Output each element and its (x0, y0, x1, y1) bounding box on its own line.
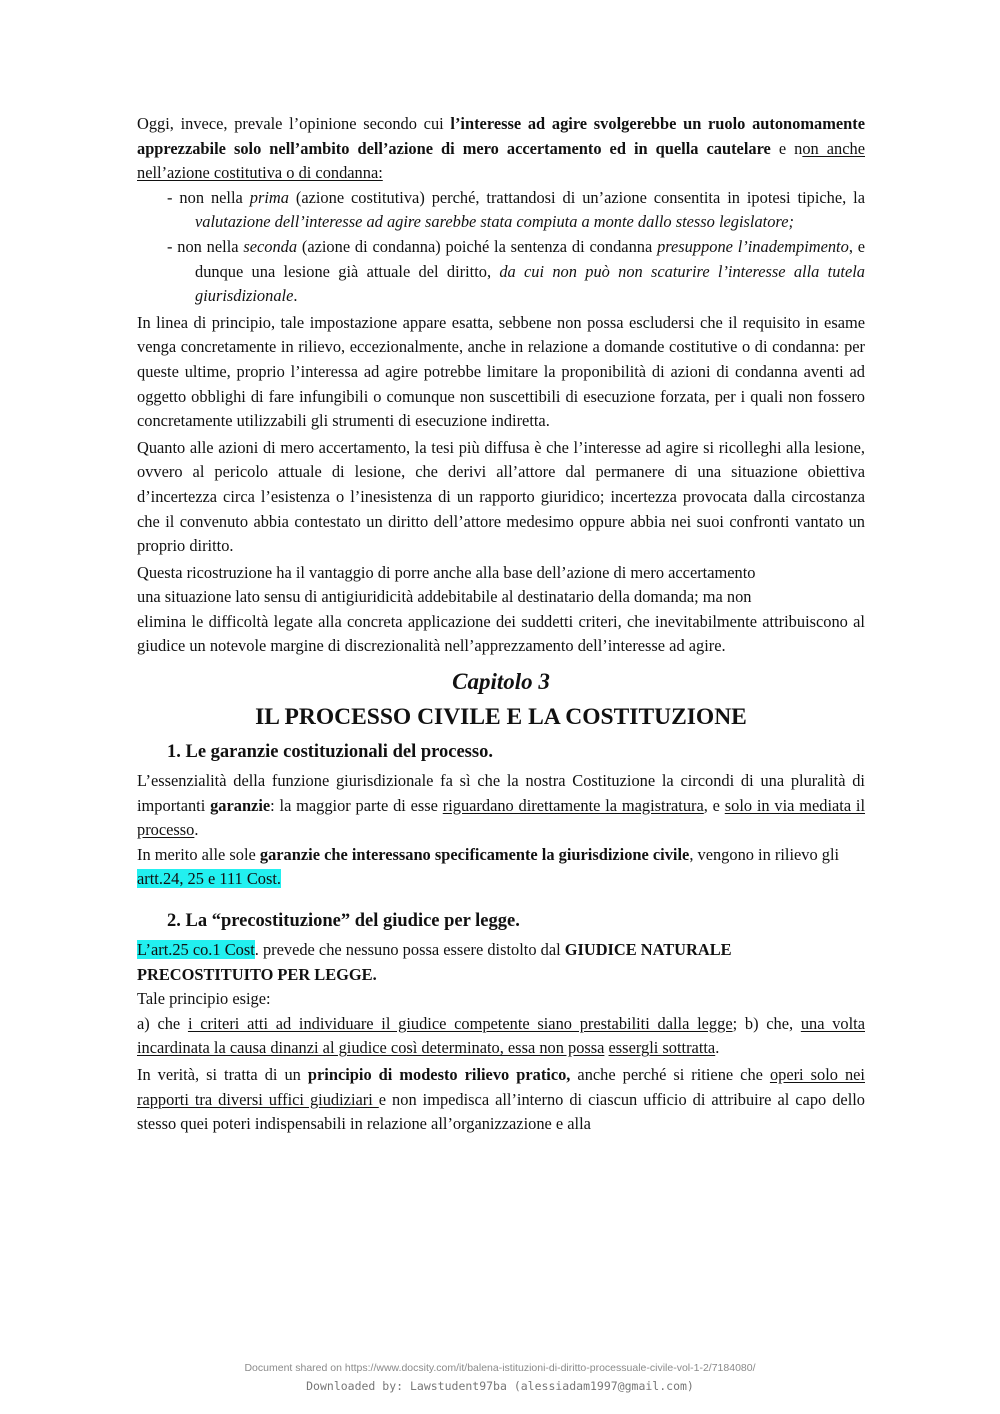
dash-marker: - (167, 236, 173, 256)
paragraph-ricostruzione (137, 561, 865, 659)
highlighted-text: artt.24, 25 e 111 Cost. (137, 869, 282, 889)
italic-text: prima (249, 187, 289, 207)
text: L’essenzialità della funzione giurisdizionale fa sì che la nostra Costituzione la circondi di una pluralità di importanti (137, 771, 865, 815)
bullet-item-second (137, 235, 865, 309)
section-heading-2: 2. La “precostituzione” del giudice per legge. (167, 911, 520, 932)
bold-text: garanzie che interessano specificamente la giurisdizione civile (259, 844, 690, 864)
text: In verità, si tratta di un (137, 1065, 308, 1084)
underlined-text: una volta incardinata la causa dinanzi al giudice così determinato, essa non possa (137, 1013, 865, 1058)
italic-text: seconda (243, 236, 298, 256)
highlighted-text: L’art.25 co.1 Cost (137, 940, 255, 960)
text-line: una situazione lato sensu di antigiuridicità addebitabile al destinatario della domanda; ma non (137, 587, 752, 607)
text: (azione costitutiva) perché, trattandosi di un’azione consentita in ipotesi tipiche, la (288, 187, 865, 207)
text: anche perché si ritiene che (570, 1065, 770, 1084)
footer-downloaded-by: Downloaded by: Lawstudent97ba (alessiadam1997@gmail.com) (306, 1379, 694, 1393)
text: Oggi, invece, prevale l’opinione secondo cui (137, 114, 451, 133)
text: e n (770, 138, 803, 158)
text: non nella (177, 236, 244, 256)
underlined-text: solo in via mediata il processo (137, 795, 866, 840)
italic-text: da cui non può non scaturire l’interesse alla tutela giurisdizionale (195, 261, 865, 306)
chapter-title: IL PROCESSO CIVILE E LA COSTITUZIONE (255, 704, 747, 731)
text: . (293, 286, 298, 306)
paragraph-principio: Tale principio esige: (137, 989, 271, 1009)
footer-shared-url: Document shared on https://www.docsity.com/it/balena-istituzioni-di-diritto-processuale-civile-vol-1-2/7184080/ (244, 1362, 756, 1374)
chapter-number: Capitolo 3 (452, 669, 550, 695)
dash-marker: - (167, 187, 173, 207)
text: . prevede che nessuno possa essere distolto dal (254, 940, 565, 960)
underlined-text: on anche nell’azione costitutiva o di condanna: (137, 138, 865, 183)
underlined-text: essergli sottratta (608, 1038, 716, 1058)
text: , e (703, 795, 725, 815)
underlined-text: i criteri atti ad individuare il giudice competente siano prestabiliti dalla legge (187, 1013, 733, 1033)
text: a) che (137, 1013, 188, 1033)
text: , vengono in rilievo gli (689, 844, 840, 864)
paragraph-art25 (137, 938, 865, 987)
text: ; b) che, (732, 1013, 801, 1033)
paragraph-verita (137, 1063, 865, 1137)
text-line: Questa ricostruzione ha il vantaggio di porre anche alla base dell’azione di mero accertamento (137, 562, 756, 582)
section-heading-1: 1. Le garanzie costituzionali del processo. (167, 742, 493, 763)
text: In merito alle sole (137, 844, 260, 864)
bullet-list (137, 186, 865, 309)
underlined-text: operi solo nei rapporti tra diversi uffici giudiziari (137, 1065, 865, 1109)
italic-text: presuppone l’inadempimento (657, 236, 849, 256)
text: , e dunque una lesione già attuale del diritto, (195, 236, 865, 281)
paragraph-requisiti (137, 1012, 865, 1061)
text: . (715, 1038, 720, 1058)
text: non nella (179, 187, 250, 207)
text: . (194, 820, 199, 840)
text: (azione di condanna) poiché la sentenza di condanna (297, 236, 658, 256)
bold-text: GIUDICE NATURALE PRECOSTITUITO PER LEGGE. (137, 940, 732, 984)
paragraph-mero-accertamento: Quanto alle azioni di mero accertamento, la tesi più diffusa è che l’interesse ad agire si ricolleghi alla lesione, ovvero al pericolo attuale di lesione, che derivi all’attore dal permanere di una situazione obiettiva d’incertezza circa l’esistenza o l’inesistenza di un rapporto giuridico; incertezza provocata dalla circostanza che il convenuto abbia contestato un diritto dell’attore medesimo oppure abbia nei suoi confronti vantato un proprio diritto. (137, 437, 865, 556)
text: : la maggior parte di esse (270, 795, 443, 815)
paragraph-garanzie (137, 769, 865, 843)
underlined-text: riguardano direttamente la magistratura (442, 795, 704, 815)
paragraph-giurisdizione-civile (137, 843, 865, 892)
text: e non impedisca all’interno di ciascun ufficio di attribuire al capo dello stesso quei poteri indispensabili in relazione all’organizzazione e alla (137, 1089, 865, 1134)
paragraph-principle: In linea di principio, tale impostazione appare esatta, sebbene non possa escludersi che il requisito in esame venga concretamente in rilievo, eccezionalmente, anche in relazione a domande costitutive o di condanna: per queste ultime, proprio l’interessa ad agire potrebbe limitare la proponibilità di azioni di condanna aventi ad oggetto obblighi di fare infungibili o comunque non suscettibili di esecuzione forzata, per i quali non fossero concretamente utilizzabili gli strumenti di esecuzione indiretta. (137, 312, 865, 431)
paragraph-intro (137, 112, 865, 186)
text: elimina le difficoltà legate alla concreta applicazione dei suddetti criteri, che inevitabilmente attribuiscono al giudice un notevole margine di discrezionalità nell’apprezzamento dell’interesse ad agire. (137, 611, 865, 656)
bullet-item-first (137, 186, 865, 235)
bold-text: principio di modesto rilievo pratico, (307, 1065, 571, 1084)
document-page (137, 112, 865, 1137)
italic-text: valutazione dell’interesse ad agire sarebbe stata compiuta a monte dallo stesso legislatore; (195, 212, 794, 232)
bold-text: garanzie (210, 795, 271, 815)
bold-text: l’interesse ad agire svolgerebbe un ruolo autonomamente apprezzabile solo nell’ambito dell’azione di mero accertamento ed in quella cautelare (137, 114, 865, 158)
